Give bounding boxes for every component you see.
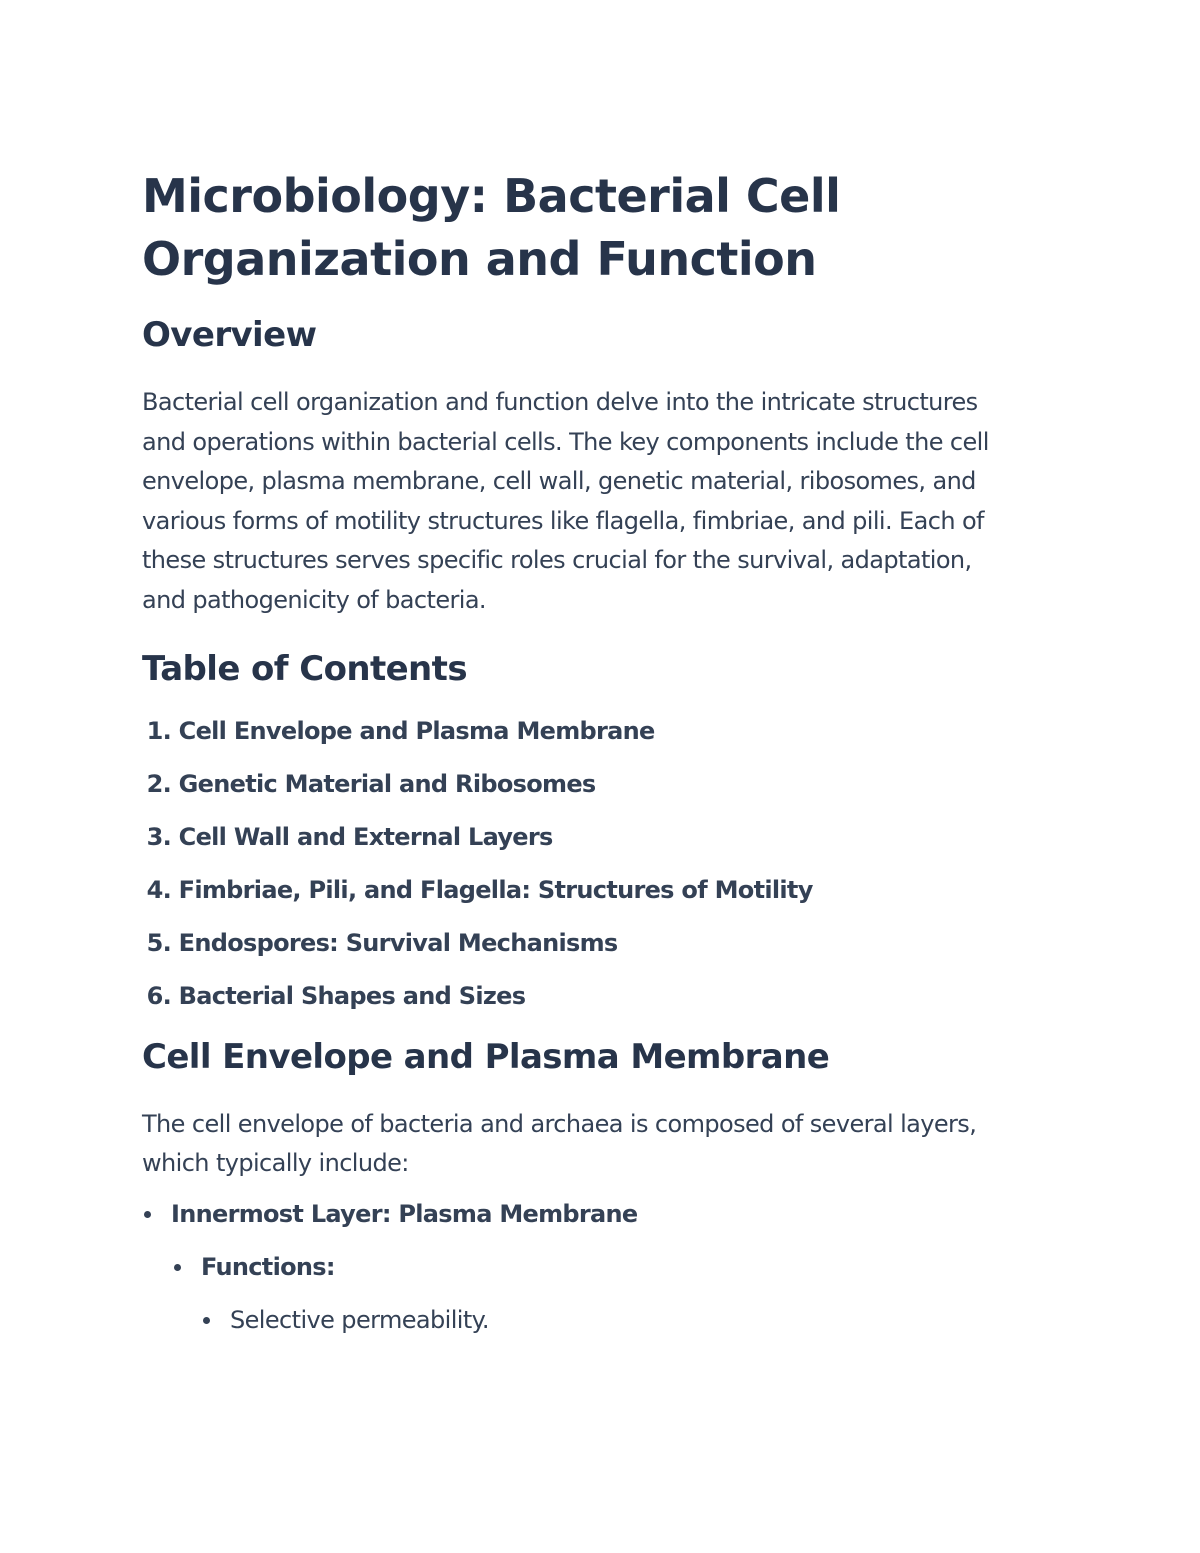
bullet-text: Innermost Layer: Plasma Membrane [171, 1199, 638, 1228]
bullet-dot-icon [144, 1211, 151, 1218]
toc-item-number: 6. [146, 981, 171, 1010]
toc-item-label: Cell Envelope and Plasma Membrane [178, 716, 655, 745]
toc-item-number: 3. [146, 822, 171, 851]
overview-line: and operations within bacterial cells. The key components include the cell [142, 427, 989, 456]
toc-item [142, 821, 1062, 874]
document-page [142, 165, 1062, 1357]
title-line-2: Organization and Function [142, 232, 817, 286]
table-of-contents [142, 715, 1062, 1033]
bullet-item-level-3 [142, 1304, 1062, 1357]
toc-item [142, 980, 1062, 1033]
toc-item-number: 4. [146, 875, 171, 904]
toc-item [142, 927, 1062, 980]
section-intro-paragraph [142, 1105, 1062, 1184]
overview-line: various forms of motility structures like flagella, fimbriae, and pili. Each of [142, 506, 984, 535]
bullet-text: Selective permeability. [230, 1305, 489, 1334]
bullet-dot-icon [174, 1264, 181, 1271]
title-line-1: Microbiology: Bacterial Cell [142, 169, 841, 223]
bullet-text: Functions: [201, 1252, 335, 1281]
toc-item-number: 5. [146, 928, 171, 957]
toc-item-number: 1. [146, 716, 171, 745]
bullet-dot-icon [203, 1317, 210, 1324]
overview-line: these structures serves specific roles crucial for the survival, adaptation, [142, 546, 972, 575]
overview-line: and pathogenicity of bacteria. [142, 585, 486, 614]
overview-line: Bacterial cell organization and function delve into the intricate structures [142, 388, 978, 416]
toc-item-label: Genetic Material and Ribosomes [178, 769, 596, 798]
toc-item-label: Fimbriae, Pili, and Flagella: Structures of Motility [178, 875, 813, 904]
toc-item [142, 715, 1062, 768]
overview-line: envelope, plasma membrane, cell wall, genetic material, ribosomes, and [142, 467, 976, 496]
intro-line: which typically include: [142, 1149, 409, 1178]
bullet-item-level-2 [142, 1251, 1062, 1304]
toc-heading: Table of Contents [142, 648, 467, 689]
toc-item [142, 874, 1062, 927]
toc-item-number: 2. [146, 769, 171, 798]
bullet-list [142, 1198, 1062, 1357]
toc-item [142, 768, 1062, 821]
document-title [142, 165, 1062, 291]
bullet-item-level-1 [142, 1198, 1062, 1251]
overview-paragraph [142, 383, 1062, 621]
toc-item-label: Endospores: Survival Mechanisms [178, 928, 618, 957]
toc-item-label: Cell Wall and External Layers [178, 822, 553, 851]
intro-line: The cell envelope of bacteria and archaea is composed of several layers, [142, 1109, 977, 1138]
overview-heading: Overview [142, 315, 317, 355]
section-heading-cell-envelope: Cell Envelope and Plasma Membrane [142, 1036, 830, 1077]
toc-item-label: Bacterial Shapes and Sizes [178, 981, 526, 1010]
